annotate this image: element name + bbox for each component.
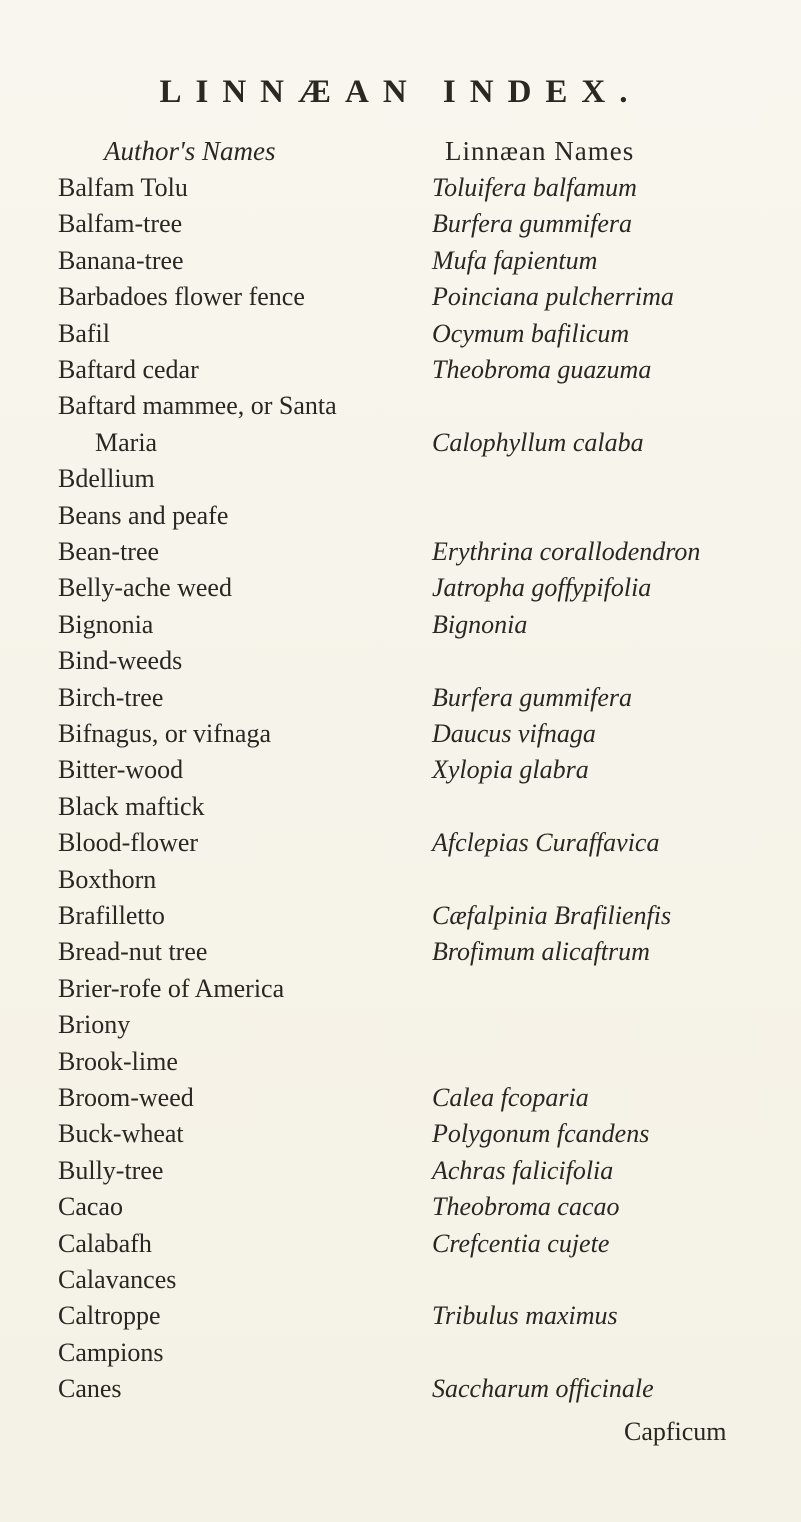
- index-entry: [0, 791, 801, 823]
- linnaean-name: Theobroma guazuma: [432, 355, 652, 384]
- linnaean-name: Polygonum fcandens: [432, 1119, 650, 1149]
- common-name: Boxthorn: [58, 864, 157, 894]
- common-name: Black maftick: [58, 791, 205, 821]
- common-name: Baftard mammee, or Santa: [58, 391, 337, 421]
- common-name: Caltroppe: [58, 1301, 161, 1331]
- common-name: Bind-weeds: [58, 646, 183, 676]
- index-entry: [0, 864, 801, 896]
- linnaean-name: Afclepias Curaffavica: [432, 828, 660, 858]
- index-entry: [0, 318, 801, 350]
- common-name: Brier-rofe of America: [58, 973, 285, 1003]
- linnaean-name: Calea fcoparia: [432, 1083, 589, 1112]
- index-entry: [0, 1228, 801, 1260]
- index-entry: [0, 390, 801, 422]
- linnaean-name: Ocymum bafilicum: [432, 318, 630, 348]
- index-entry: [0, 463, 801, 495]
- running-head: LINNÆAN INDEX.: [159, 74, 642, 110]
- index-entry: [0, 1009, 801, 1041]
- index-entry: [0, 1300, 801, 1332]
- index-entry: [0, 1191, 801, 1223]
- index-entry: [0, 973, 801, 1005]
- common-name: Blood-flower: [58, 828, 199, 858]
- index-entry: [0, 536, 801, 568]
- index-entry: [0, 354, 801, 386]
- index-entry: [0, 645, 801, 677]
- linnaean-name: Brofimum alicaftrum: [432, 937, 650, 967]
- column-header-linnaean-names: Linnæan Names: [445, 136, 635, 166]
- index-entry: [0, 609, 801, 641]
- common-name: Bread-nut tree: [58, 937, 208, 967]
- index-entry: [0, 572, 801, 604]
- index-entry: [0, 718, 801, 750]
- index-entry: [0, 1337, 801, 1369]
- common-name: Baftard cedar: [58, 355, 199, 384]
- common-name: Barbadoes flower fence: [58, 282, 305, 312]
- linnaean-name: Cæfalpinia Brafilienfis: [432, 901, 672, 930]
- common-name: Canes: [58, 1374, 122, 1404]
- common-name: Banana-tree: [58, 245, 184, 275]
- index-entry: [0, 172, 801, 204]
- common-name: Beans and peafe: [58, 500, 229, 530]
- common-name: Belly-ache weed: [58, 573, 232, 603]
- common-name: Bully-tree: [58, 1155, 164, 1185]
- index-entry: [0, 936, 801, 968]
- linnaean-name: Daucus vifnaga: [432, 719, 596, 748]
- index-entry: [0, 281, 801, 313]
- linnaean-name: Toluifera balfamum: [432, 173, 637, 202]
- index-entry: [0, 427, 801, 459]
- linnaean-name: Burfera gummifera: [432, 682, 633, 712]
- catchword: Capficum: [624, 1417, 727, 1446]
- common-name: Balfam Tolu: [58, 173, 188, 202]
- index-entry: [0, 754, 801, 786]
- common-name: Balfam-tree: [58, 209, 183, 239]
- index-entry: [0, 1118, 801, 1150]
- linnaean-name: Erythrina corallodendron: [432, 537, 701, 566]
- linnaean-name: Saccharum officinale: [432, 1374, 654, 1404]
- index-entry: [0, 1373, 801, 1405]
- index-entry: [0, 900, 801, 932]
- common-name: Brafilletto: [58, 901, 165, 930]
- common-name: Calavances: [58, 1265, 177, 1294]
- linnaean-name: Calophyllum calaba: [432, 427, 644, 457]
- index-entry: [0, 500, 801, 532]
- common-name: Brook-lime: [58, 1046, 178, 1076]
- linnaean-name: Tribulus maximus: [432, 1301, 618, 1331]
- linnaean-name: Crefcentia cujete: [432, 1228, 610, 1258]
- common-name: Birch-tree: [58, 682, 164, 712]
- index-entry: [0, 1082, 801, 1114]
- common-name: Bignonia: [58, 609, 154, 639]
- common-name: Cacao: [58, 1192, 123, 1222]
- linnaean-name: Jatropha goffypifolia: [432, 573, 652, 603]
- linnaean-name: Poinciana pulcherrima: [432, 282, 674, 312]
- linnaean-name: Achras falicifolia: [432, 1155, 614, 1185]
- common-name: Bafil: [58, 318, 110, 348]
- common-name: Maria: [95, 427, 158, 457]
- common-name: Bitter-wood: [58, 755, 184, 785]
- index-entry: [0, 1155, 801, 1187]
- linnaean-name: Burfera gummifera: [432, 209, 633, 239]
- common-name: Bifnagus, or vifnaga: [58, 719, 272, 748]
- index-entry: [0, 827, 801, 859]
- common-name: Briony: [58, 1010, 131, 1040]
- common-name: Broom-weed: [58, 1083, 194, 1112]
- common-name: Campions: [58, 1337, 164, 1367]
- index-entry: [0, 208, 801, 240]
- linnaean-name: Theobroma cacao: [432, 1192, 620, 1222]
- index-entry: [0, 682, 801, 714]
- common-name: Bean-tree: [58, 537, 160, 566]
- column-header-authors-names: Author's Names: [104, 136, 276, 166]
- common-name: Buck-wheat: [58, 1119, 184, 1149]
- linnaean-name: Xylopia glabra: [432, 755, 589, 785]
- common-name: Bdellium: [58, 464, 155, 494]
- index-entry: [0, 245, 801, 277]
- common-name: Calabafh: [58, 1228, 152, 1258]
- index-entry: [0, 1046, 801, 1078]
- linnaean-name: Mufa fapientum: [432, 245, 598, 275]
- linnaean-name: Bignonia: [432, 609, 528, 639]
- index-entry: [0, 1264, 801, 1296]
